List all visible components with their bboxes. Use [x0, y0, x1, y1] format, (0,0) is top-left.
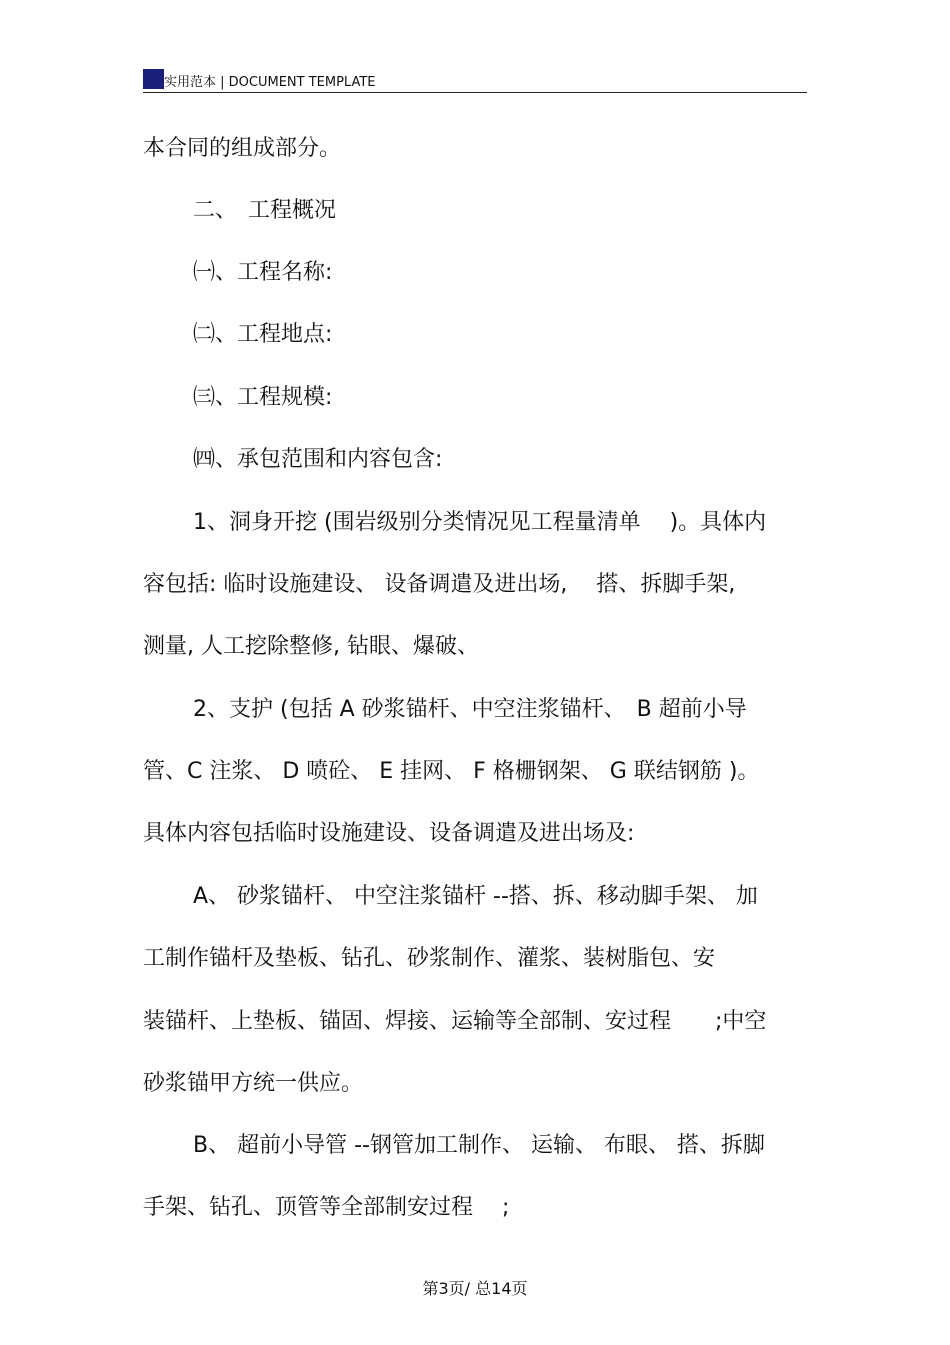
text-line: ㈣、承包范围和内容包含:: [193, 447, 443, 472]
text-line: ㈡、工程地点:: [193, 322, 333, 347]
text-line: A、 砂浆锚杆、 中空注浆锚杆 --搭、拆、移动脚手架、 加: [193, 884, 758, 909]
page-number: 第3页/ 总14页: [422, 1279, 528, 1298]
logo-square: [143, 69, 164, 89]
text-line: 手架、钻孔、顶管等全部制安过程 ;: [143, 1195, 510, 1220]
text-line: 装锚杆、上垫板、锚固、焊接、运输等全部制、安过程 ;中空: [143, 1009, 767, 1034]
header-title: 实用范本 | DOCUMENT TEMPLATE: [164, 75, 376, 90]
text-line: ㈠、工程名称:: [193, 260, 333, 285]
text-line: 1、洞身开挖 (围岩级别分类情况见工程量清单 )。具体内: [193, 510, 767, 535]
text-line: 测量, 人工挖除整修, 钻眼、爆破、: [143, 634, 479, 659]
text-line: 砂浆锚甲方统一供应。: [143, 1071, 364, 1096]
header-rule: [143, 92, 807, 93]
text-line: B、 超前小导管 --钢管加工制作、 运输、 布眼、 搭、拆脚: [193, 1133, 765, 1158]
text-line: 本合同的组成部分。: [143, 136, 342, 161]
text-line: 具体内容包括临时设施建设、设备调遣及进出场及:: [143, 821, 635, 846]
text-line: 工制作锚杆及垫板、钻孔、砂浆制作、灌浆、装树脂包、安: [143, 946, 716, 971]
text-line: 2、支护 (包括 A 砂浆锚杆、中空注浆锚杆、 B 超前小导: [193, 697, 747, 722]
text-line: 容包括: 临时设施建设、 设备调遣及进出场, 搭、拆脚手架,: [143, 572, 736, 597]
text-line: 管、C 注浆、 D 喷砼、 E 挂网、 F 格栅钢架、 G 联结钢筋 )。: [143, 759, 760, 784]
text-line: ㈢、工程规模:: [193, 385, 333, 410]
page-header: [143, 69, 807, 95]
section-heading: 二、 工程概况: [193, 198, 337, 223]
